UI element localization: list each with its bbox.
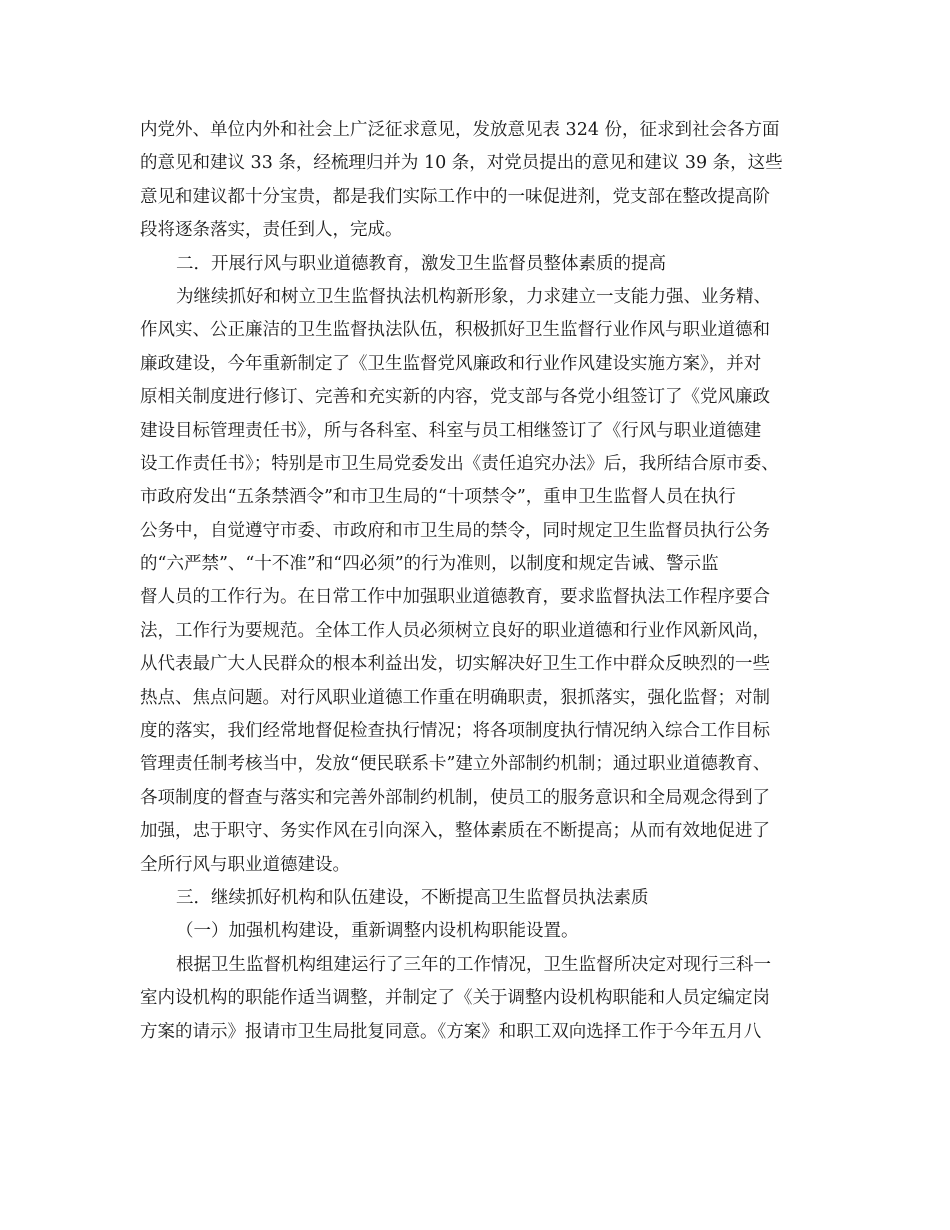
text-line: 根据卫生监督机构组建运行了三年的工作情况，卫生监督所决定对现行三科一 (176, 954, 771, 975)
text-line: 室内设机构的职能作适当调整，并制定了《关于调整内设机构职能和人员定编定岗 (140, 988, 770, 1009)
text-line: 度的落实，我们经常地督促检查执行情况；将各项制度执行情况纳入综合工作目标 (140, 721, 770, 742)
text-line: 原相关制度进行修订、完善和充实新的内容，党支部与各党小组签订了《党风廉政 (140, 387, 770, 408)
text-line: 段将逐条落实，责任到人，完成。 (140, 220, 403, 241)
text-line: 从代表最广大人民群众的根本利益出发，切实解决好卫生工作中群众反映烈的一些 (140, 654, 770, 675)
text-line: 三．继续抓好机构和队伍建设，不断提高卫生监督员执法素质 (176, 887, 649, 908)
text-line: 热点、焦点问题。对行风职业道德工作重在明确职责，狠抓落实，强化监督；对制 (140, 687, 770, 708)
document-body (140, 114, 830, 1049)
text-line: 管理责任制考核当中，发放“便民联系卡”建立外部制约机制；通过职业道德教育、 (140, 754, 771, 775)
text-line: 各项制度的督查与落实和完善外部制约机制，使员工的服务意识和全局观念得到了 (140, 787, 770, 808)
text-line: 设工作责任书》；特别是市卫生局党委发出《责任追究办法》后，我所结合原市委、 (140, 453, 779, 474)
text-line: 二．开展行风与职业道德教育，激发卫生监督员整体素质的提高 (176, 253, 666, 274)
text-line: 意见和建议都十分宝贵，都是我们实际工作中的一味促进剂，党支部在整改提高阶 (140, 186, 770, 207)
text-line: 为继续抓好和树立卫生监督执法机构新形象，力求建立一支能力强、业务精、 (176, 286, 771, 307)
text-line: 方案的请示》报请市卫生局批复同意。《方案》和职工双向选择工作于今年五月八 (140, 1021, 762, 1042)
text-line: 建设目标管理责任书》，所与各科室、科室与员工相继签订了《行风与职业道德建 (140, 420, 762, 441)
text-line: 督人员的工作行为。在日常工作中加强职业道德教育，要求监督执法工作程序要合 (140, 587, 770, 608)
text-line: 廉政建设，今年重新制定了《卫生监督党风廉政和行业作风建设实施方案》，并对 (140, 353, 762, 374)
text-line: 市政府发出“五条禁酒令”和市卫生局的“十项禁令”，重申卫生监督人员在执行 (140, 487, 736, 508)
text-line: 的“六严禁”、“十不准”和“四必须”的行为准则，以制度和规定告诫、警示监 (140, 554, 719, 575)
text-line: （一）加强机构建设，重新调整内设机构职能设置。 (176, 921, 579, 942)
text-line: 内党外、单位内外和社会上广泛征求意见，发放意见表 324 份，征求到社会各方面 (140, 120, 780, 140)
text-line: 法，工作行为要规范。全体工作人员必须树立良好的职业道德和行业作风新风尚， (140, 620, 770, 641)
text-line: 的意见和建议 33 条，经梳理归并为 10 条，对党员提出的意见和建议 39 条，这些 (140, 153, 783, 174)
text-line: 全所行风与职业道德建设。 (140, 854, 350, 875)
text-line: 公务中，自觉遵守市委、市政府和市卫生局的禁令，同时规定卫生监督员执行公务 (140, 520, 770, 541)
text-line: 加强，忠于职守、务实作风在引向深入，整体素质在不断提高；从而有效地促进了 (140, 821, 770, 842)
text-line: 作风实、公正廉洁的卫生监督执法队伍，积极抓好卫生监督行业作风与职业道德和 (140, 320, 770, 341)
